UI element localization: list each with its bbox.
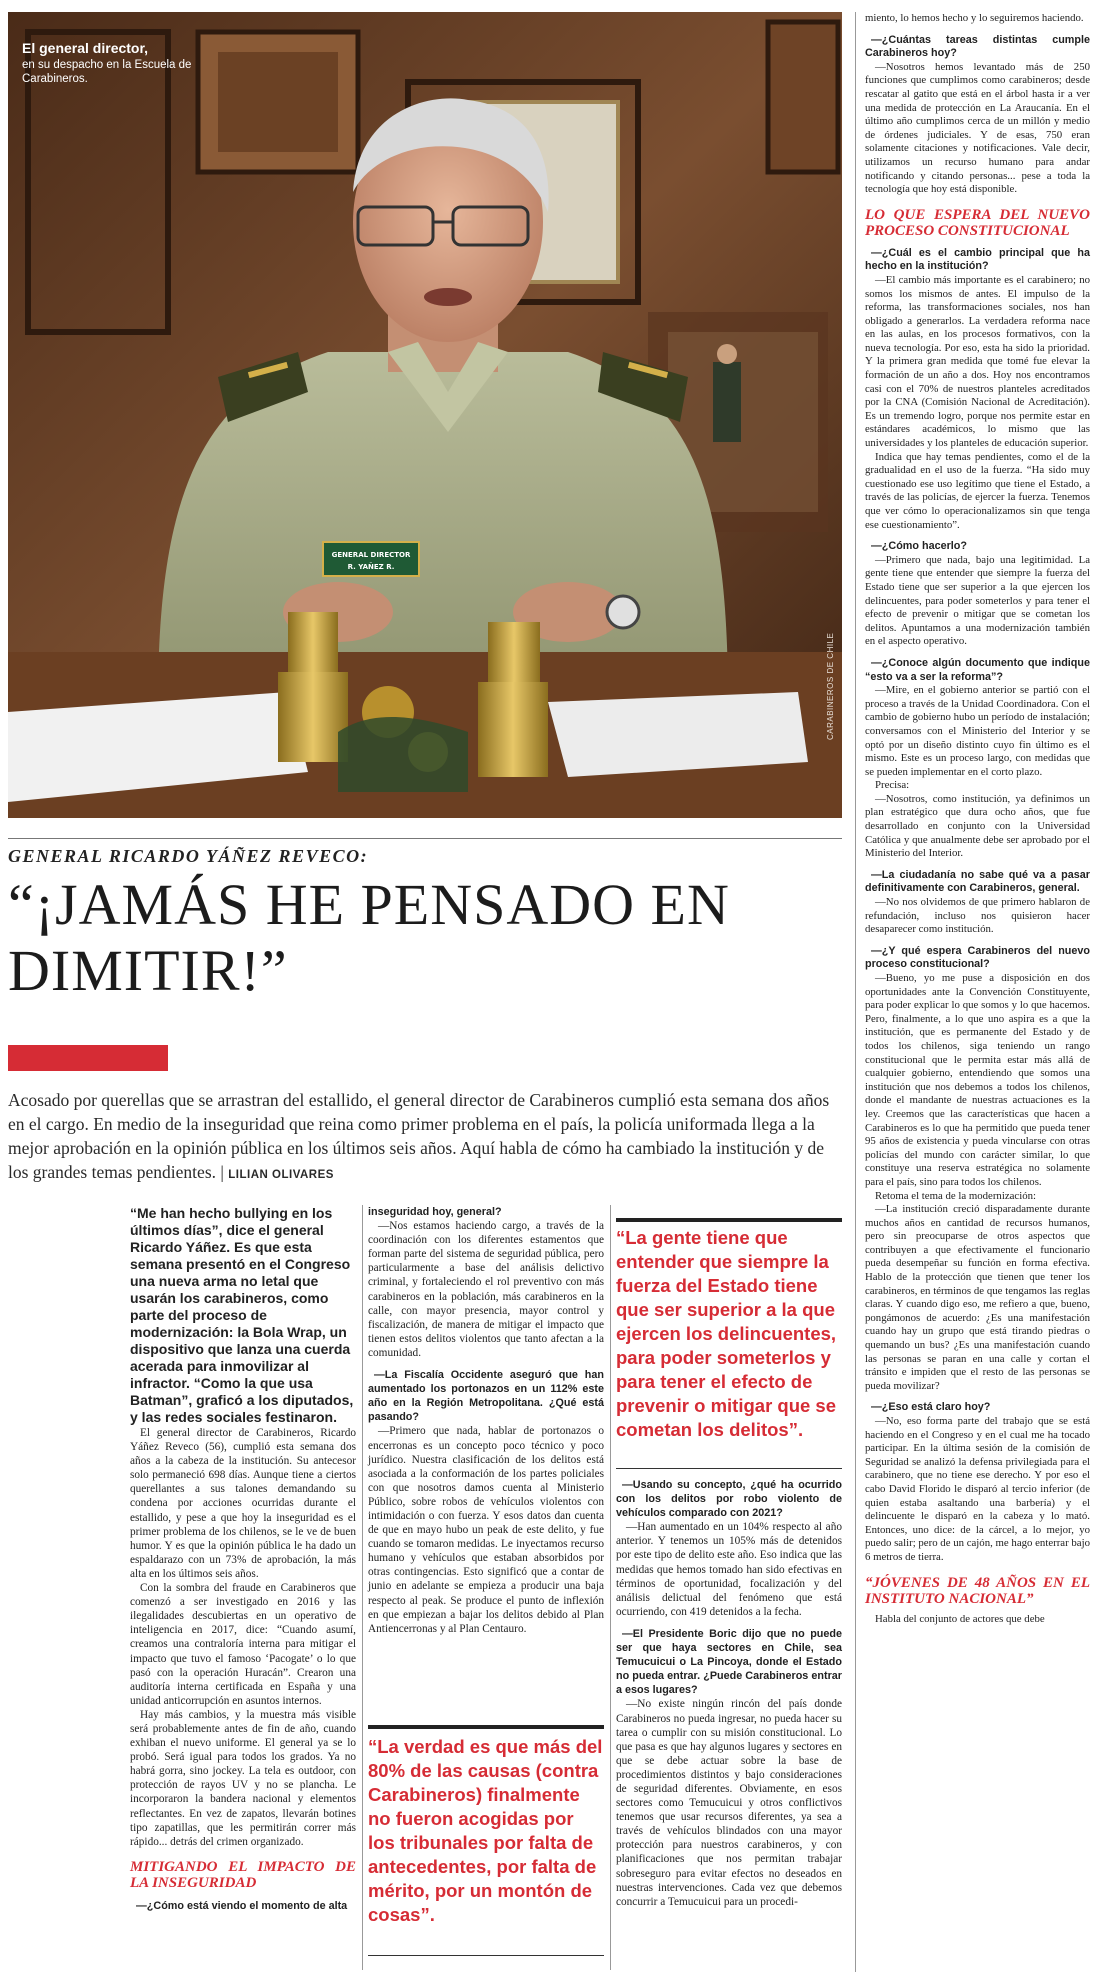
article-deck [8, 1088, 842, 1187]
deck-text: Acosado por querellas que se arrastran del estallido, el general director de Carabineros cumplió esta semana dos años en el cargo. En medio de la inseguridad que reina como primer problema en el país, la policía uniformada llega a la mejor aprobación en la opinión pública en los últimos seis años. Aquí habla de cómo ha cambiado la institución y de los grandes temas pendientes. [8, 1090, 830, 1182]
interview-question: —¿Conoce algún documento que indique “esto va a ser la reforma”? [865, 656, 1090, 683]
interview-answer: —Nosotros hemos levantado más de 250 funciones que cumplimos como carabineros; desde rescatar al gatito que está en el árbol hasta ir a ver una medida de protección en La Araucanía. En el último año cumplimos cerca de un millón y medio de órdenes judiciales. Y de esas, 750 eran solamente citaciones y notificaciones. Vale decir, utilizamos un recurso humano para andar notificando y citando personas... pese a toda la tecnología que hoy está disponible. [865, 60, 1090, 196]
main-photo [8, 12, 842, 818]
column-3 [616, 1478, 842, 1909]
interview-question: —¿Y qué espera Carabineros del nuevo proceso constitucional? [865, 944, 1090, 971]
body-paragraph: El general director de Carabineros, Ricardo Yáñez Reveco (56), cumplió esta semana dos años a la cabeza de la institución. Su antecesor solo permaneció 698 días. Aunque tiene a ciertos querellantes a sus talones demandando su condena por acciones ocurridas durante el estallido, y pese a que hoy la inseguridad es el primer problema de los chilenos, se le ve de buen humor. Y es que la opinión pública le ha dado un espaldarazo con un 73% de aprobación, la más alta en los últimos seis años. [130, 1427, 356, 1580]
photo-illustration [8, 12, 842, 818]
photo-credit: CARABINEROS DE CHILE [826, 632, 835, 740]
article-kicker: GENERAL RICARDO YÁÑEZ REVECO: [8, 846, 369, 866]
byline: LILIAN OLIVARES [228, 1169, 334, 1181]
interview-question: —Usando su concepto, ¿qué ha ocurrido con los delitos por robo violento de vehículos comparado con 2021? [616, 1479, 842, 1520]
pull-quote-rule [368, 1955, 604, 1956]
interview-answer: —La institución creció disparadamente durante muchos años en cantidad de recursos humanos, pero sin preocuparse de otros aspectos que contribuyen a que efectivamente el funcionario pueda desempeñar su función en forma efectiva. Hablo de la protección que tienen que tener los carabineros, en términos de que tengamos las reglas claras. Y cuando digo eso, me refiero a que, bueno, pongámonos de acuerdo: ¿Es una manifestación cuando hay un grupo que está tirando piedras o quemando un bus? ¿Es una manifestación cuando las personas se paran en una calle y cortan el tránsito e impiden que el resto de las personas se pueda movilizar? [865, 1203, 1090, 1392]
body-paragraph: Retoma el tema de la modernización: [875, 1189, 1036, 1202]
interview-answer: —Primero que nada, hablar de portonazos o encerronas es un concepto poco técnico y poco jurídico. Nuestra clasificación de los delitos está asociada a la conformación de los partes policiales con que nosotros damos cuenta al Ministerio Público, sobre robos de vehículos violentos con intimidación o con fuerza. Y esos datos dan cuenta de que en mayo hubo un peak de este delito, y fue cuando se tomaron medidas. Le inyectamos recurso humano y vehículos que estaban absorbidos por otras contingencias. Esto significó que a contar de junio en adelante se empieza a producir una baja respecto al peak. Se produce el punto de inflexión en que empiezan a bajar los delitos debido al Plan Antiencerronas y al Plan Centauro. [368, 1425, 604, 1635]
body-paragraph: Precisa: [875, 779, 910, 792]
article-headline: “¡JAMÁS HE PENSADO EN DIMITIR!” [8, 872, 730, 1003]
pull-quote-text: “La verdad es que más del 80% de las causas (contra Carabineros) finalmente no fueron acogidas por los tribunales por falta de antecedentes, por falta de mérito, por un montón de cosas”. [368, 1736, 603, 1925]
body-paragraph: Con la sombra del fraude en Carabineros que comenzó a ser investigado en 2016 y las ilegalidades descubiertas en un operativo de inteligencia en 2017, dice: “Cuando asumí, creamos una contraloría interna para mitigar el impacto que tuvo el famoso ‘Pacogate’ o lo que pasó con la operación Huracán”. Crearon una auditoría interna certificada en España y una unidad anticorrupción en asuntos internos. [130, 1582, 356, 1707]
subheading: “JÓVENES DE 48 AÑOS EN EL INSTITUTO NACIONAL” [865, 1574, 1090, 1607]
interview-question: —¿Cómo está viendo el momento de alta [136, 1899, 348, 1912]
header-rule [8, 838, 842, 839]
photo-caption-title: El general director, [22, 40, 149, 56]
interview-question: —¿Cuántas tareas distintas cumple Carabineros hoy? [865, 33, 1090, 60]
interview-answer: —Primero que nada, bajo una legitimidad. La gente tiene que entender que siempre la fuerza del Estado tiene que ser superior a la que ejercen los delincuentes, para poder someterlos y para tener el efecto de prevenir o mitigar que se cometan los delitos. Apuntamos a una modernización también en el aspecto operativo. [865, 553, 1090, 648]
interview-answer: —Mire, en el gobierno anterior se partió con el proceso a través de la Unidad Coordinadora. Con el cambio de gobierno hubo un período de instalación; conversamos con el Ministerio del Interior y se optó por un diseño distinto cuyo fin último es el mismo. Este es un proceso largo, con medidas que se pueden implementar en el corto plazo. [865, 684, 1090, 778]
pull-quote-2 [368, 1725, 604, 1927]
interview-answer: —Nosotros, como institución, ya definimos un plan estratégico que dura ocho años, que fue desarrollado en conjunto con la Universidad Católica y que anualmente debe ser aprobado por el Ministerio del Interior. [865, 792, 1090, 860]
column-divider [855, 12, 856, 1972]
subheading: LO QUE ESPERA DEL NUEVO PROCESO CONSTITUCIONAL [865, 206, 1090, 239]
interview-question: —¿Cuál es el cambio principal que ha hecho en la institución? [865, 246, 1090, 273]
byline-separator: | [220, 1162, 224, 1182]
interview-answer: —No nos olvidemos de que primero hablaron de refundación, incluso nos quisieron hacer desaparecer como institución. [865, 896, 1090, 936]
lead-paragraph: “Me han hecho bullying en los últimos días”, dice el general Ricardo Yáñez. Es que esta semana presentó en el Congreso una nueva arma no letal que usarán los carabineros, como parte del proceso de modernización: la Bola Wrap, un dispositivo que lanza una cuerda acerada para inmovilizar al infractor. “Como la que usa Batman”, graficó a los diputados, y las redes sociales festinaron. [130, 1205, 354, 1425]
interview-answer: —Bueno, yo me puse a disposición en dos oportunidades ante la Convención Constituyente, para poder explicar lo que somos y lo que hacemos. Pero, finalmente, a lo que uno aspira es a que la institución, que es permanente del Estado y de todos los chilenos, siga teniendo un rango constitucional que le permita estar más allá de cualquier gobierno, entendiendo que somos una institución que nos debemos a todos los chilenos, donde el mandante de nuestras actuaciones es la ley. Creemos que las características que hacen a Carabineros es lo que ha permitido que pueda tener 95 años de existencia y pueda vincularse con otras policías del mundo con carácter similar, lo que constituye una reserva estratégica no solamente para el país, sino para todos los chilenos. [865, 972, 1090, 1188]
interview-question: —El Presidente Boric dijo que no puede ser que haya sectores en Chile, sea Temucuicui o La Pincoya, donde el Estado no pueda entrar. ¿Puede Carabineros entrar a esos lugares? [616, 1627, 842, 1697]
interview-answer: —El cambio más importante es el carabinero; no somos los mismos de antes. El impulso de la reforma, las transformaciones sociales, nos han obligado a generarlos. La verdadera reforma nace en las aulas, en los procesos formativos, con la nueva tecnología. Por eso, esta ha sido la prioridad. Y la primera gran medida que tomé fue elevar la formación de un año a dos. Hoy nos encontramos casi con el 70% de nuestros planteles acreditados por la CNA (Comisión Nacional de Acreditación). Es un tremendo logro, porque nos permite estar en estándares académicos, lo mismo que las universidades y los planteles de educación superior. [865, 273, 1090, 450]
interview-answer: miento, lo hemos hecho y lo seguiremos haciendo. [865, 12, 1084, 24]
accent-bar [8, 1045, 168, 1071]
column-divider [362, 1205, 363, 1970]
interview-question: —¿Eso está claro hoy? [871, 1401, 991, 1414]
body-paragraph: Indica que hay temas pendientes, como el de la gradualidad en el uso de la fuerza. “Ha sido muy cuestionado ese uso legítimo que tiene el Estado, a través de las policías, de ejercer la fuerza. Tenemos que ver cómo lo operacionalizamos sin que tenga ese cuestionamiento”. [865, 450, 1090, 531]
body-paragraph: Habla del conjunto de actores que debe [875, 1612, 1045, 1625]
column-4 [865, 12, 1090, 1626]
interview-question: —La Fiscalía Occidente aseguró que han aumentado los portonazos en un 112% este año en la Región Metropolitana. ¿Qué está pasando? [368, 1369, 604, 1424]
interview-question: —¿Cómo hacerlo? [871, 540, 967, 553]
column-1 [130, 1205, 356, 1913]
interview-question: inseguridad hoy, general? [368, 1206, 502, 1218]
interview-answer: —No, eso forma parte del trabajo que se está haciendo en el Congreso y en el cual me ha tocado participar. En la última sesión de la comisión de Seguridad se analizó la defensa privilegiada para el carabinero, que no tiene ese derecho. Y por eso el cabo David Florido le disparó al tercio inferior (de quien estaba asaltando una barbería) y el delincuente le disparó en la cabeza y lo mató. Entonces, uno dice: de la cárcel, a lo mejor, yo puedo salir; pero de un cajón, me hago enterrar bajo 6 metros de tierra. [865, 1415, 1090, 1563]
interview-question: —La ciudadanía no sabe qué va a pasar definitivamente con Carabineros, general. [865, 868, 1090, 895]
interview-answer: —Nos estamos haciendo cargo, a través de la coordinación con los diferentes estamentos que forman parte del sistema de seguridad pública, pero particularmente a base del análisis delictivo criminal, y fortaleciendo el rol preventivo con más carabineros en la población, más carabineros en la calle, con mayor presencia, mayor control y fiscalización, de manera de mitigar el impacto que tienen estos delitos violentos que tanto afectan a la comunidad. [368, 1220, 604, 1359]
name-tag-line2: R. YAÑEZ R. [347, 563, 395, 571]
column-divider [610, 1205, 611, 1970]
photo-caption-text: en su despacho en la Escuela de Carabineros. [22, 59, 192, 85]
pull-quote-1 [616, 1218, 842, 1442]
pull-quote-text: “La gente tiene que entender que siempre la fuerza del Estado tiene que ser superior a la que ejercen los delincuentes, para poder someterlos y para tener el efecto de prevenir o mitigar que se cometan los delitos”. [616, 1227, 837, 1440]
interview-answer: —Han aumentado en un 104% respecto al año anterior. Y tenemos un 105% más de detenidos por este tipo de delito este año. Eso indica que las medidas que hemos tomado han sido efectivas en términos de oportunidad, focalización y del análisis delictual del fenómeno que está ocurriendo, con 419 detenidos a la fecha. [616, 1521, 842, 1618]
column-2 [368, 1205, 604, 1636]
subheading: MITIGANDO EL IMPACTO DE LA INSEGURIDAD [130, 1858, 356, 1891]
interview-answer: —No existe ningún rincón del país donde Carabineros no pueda ingresar, no pueda hacer su tarea o cumplir con su misión constitucional. Lo que pasa es que hay algunos lugares y sectores en que se debe actuar sobre la base de procedimientos distintos y bajo consideraciones de seguridad diferentes. Obviamente, en esos sectores como Temucuicui y otros conflictivos tenemos que usar recursos diferentes, ya sea a través de vehículos blindados con una mayor protección para nuestros carabineros, y con planificaciones que nos permitan trabajar sobreseguro para evitar efectos no deseados en nuestras intervenciones. Cada vez que debemos concurrir a Temucuicui para un procedi- [616, 1698, 842, 1908]
body-paragraph: Hay más cambios, y la muestra más visible será probablemente antes de fin de año, cuando exhiban el nuevo uniforme. El general ya se lo probó. Será igual para todos los grados. Ya no habrá gorra, sino jockey. La tela es outdoor, con protección de rayos UV y no se plancha. Le incorporaron la bandera nacional y elementos reflectantes. En vez de zapatos, llevarán botines tipo zapatillas, que les permitirán correr más rápido... detrás del crimen organizado. [130, 1708, 356, 1848]
pull-quote-rule [616, 1468, 842, 1469]
name-tag-line1: GENERAL DIRECTOR [331, 551, 411, 559]
